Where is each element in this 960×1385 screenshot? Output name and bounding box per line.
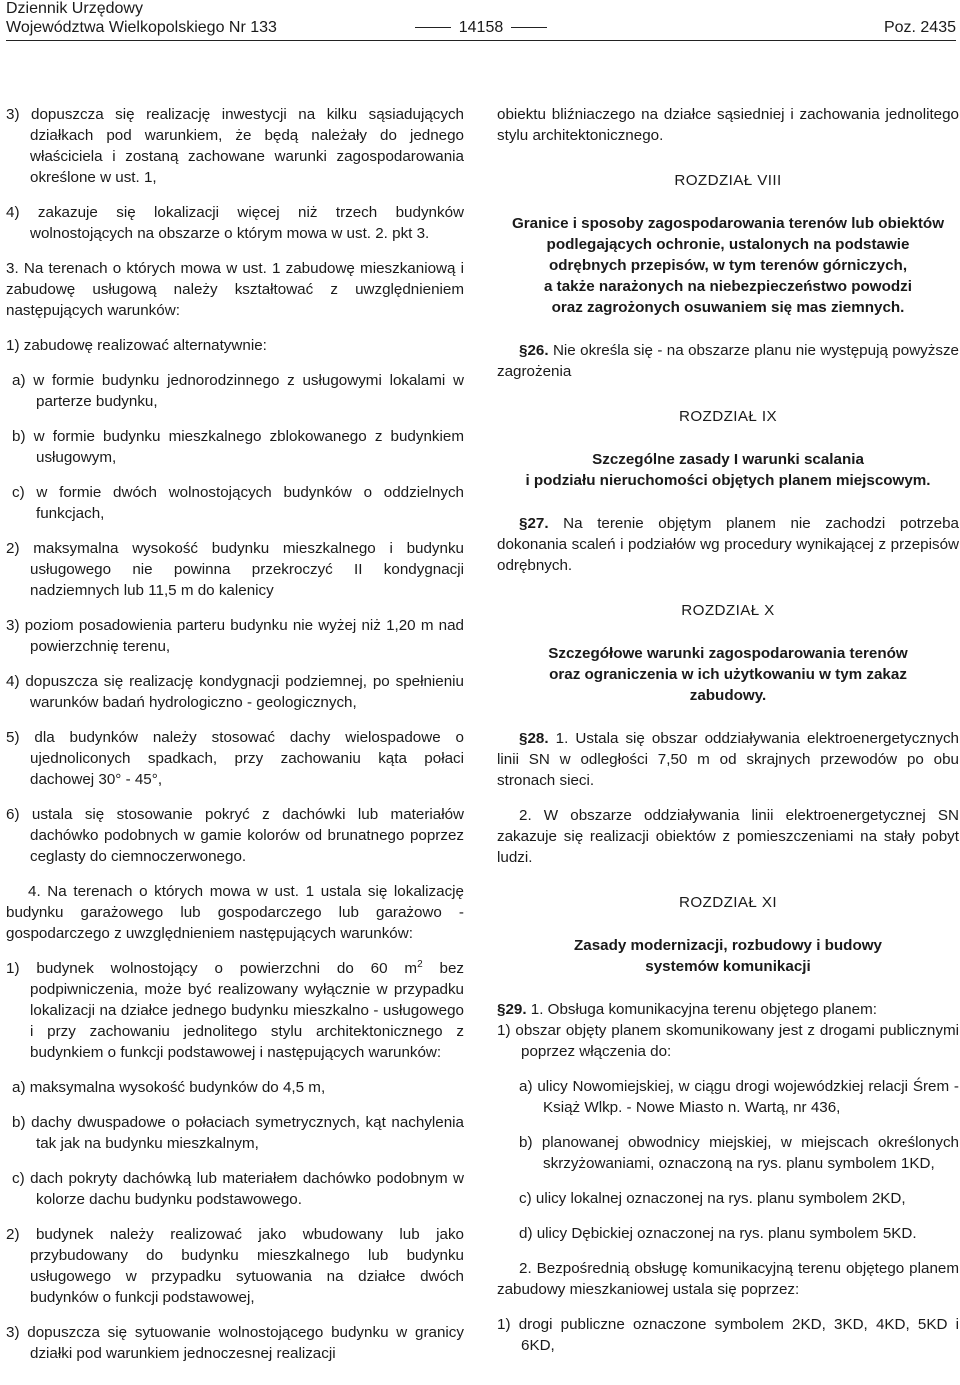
title-line: oraz ograniczenia w ich użytkowaniu w tym zakaz (549, 666, 907, 683)
list-item: 2) maksymalna wysokość budynku mieszkalnego i budynku usługowego nie powinna przekroczyć II kondygnacji nadziemnych lub 11,5 m do kalenicy (6, 540, 464, 599)
page-number-text: 14158 (458, 19, 504, 36)
text: Nie określa się - na obszarze planu nie występują powyższe zagrożenia (497, 342, 959, 380)
list-item: a) ulicy Nowomiejskiej, w ciągu drogi wojewódzkiej relacji Śrem - Książ Wlkp. - Nowe Miasto n. Wartą, nr 436, (519, 1078, 959, 1116)
title-line: Zasady modernizacji, rozbudowy i budowy (573, 937, 882, 954)
journal-issue: Województwa Wielkopolskiego Nr 133 (6, 19, 277, 36)
title-line: systemów komunikacji (645, 958, 811, 975)
chapter-title (497, 935, 959, 977)
text: 1. Ustala się obszar oddziaływania elektroenergetycznych linii SN w odległości 7,50 m od skrajnych przewodów po obu stronach sieci. (497, 730, 959, 789)
title-line: oraz zagrożonych osuwaniem się mas ziemnych. (551, 299, 905, 316)
chapter-heading: ROZDZIAŁ VIII (674, 172, 782, 189)
paragraph: 4) zakazuje się lokalizacji więcej niż trzech budynków wolnostojących na obszarze o którym mowa w ust. 2. pkt 3. (6, 204, 464, 242)
title-line: odrębnych przepisów, w tym terenów górniczych, (548, 257, 908, 274)
paragraph: 1) zabudowę realizować alternatywnie: (6, 337, 267, 354)
text: Na terenie objętym planem nie zachodzi potrzeba dokonania scaleń i podziałów wg procedury wynikającej z przepisów odrębnych. (497, 515, 959, 574)
title-line: i podziału nieruchomości objętych planem miejscowym. (525, 472, 931, 489)
paragraph: 2. W obszarze oddziaływania linii elektroenergetycznej SN zakazuje się realizacji obiektów z pomieszczeniami na stały pobyt ludzi. (497, 807, 959, 866)
list-item: 3) poziom posadowienia parteru budynku nie wyżej niż 1,20 m nad powierzchnię terenu, (6, 617, 464, 655)
dash-right (511, 27, 547, 28)
paragraph (497, 728, 959, 791)
paragraph: 4. Na terenach o których mowa w ust. 1 ustala się lokalizację budynku garażowego lub gospodarczego lub garażowo -gospodarczego z uwzględnieniem następujących warunków: (6, 883, 464, 942)
superscript: 2 (417, 958, 423, 970)
title-line: Szczegółowe warunki zagospodarowania terenów (548, 645, 908, 662)
chapter-title (497, 643, 959, 706)
chapter-heading: ROZDZIAŁ XI (678, 894, 778, 911)
list-item: 3) dopuszcza się sytuowanie wolnostojącego budynku w granicy działki pod warunkiem jednoczesnej realizacji (6, 1324, 464, 1362)
list-item: d) ulicy Dębickiej oznaczonej na rys. planu symbolem 5KD. (519, 1225, 917, 1242)
list-item: c) dach pokryty dachówką lub materiałem dachówko podobnym w kolorze dachu budynku podstawowego. (12, 1170, 464, 1208)
paragraph (497, 999, 959, 1020)
dash-left (415, 27, 451, 28)
right-column (497, 104, 959, 1356)
page-number (6, 19, 956, 37)
title-line: Granice i sposoby zagospodarowania terenów lub obiektów (511, 215, 945, 232)
list-item: 4) dopuszcza się realizację kondygnacji podziemnej, po spełnieniu warunków badań hydrologiczno - geologicznych, (6, 673, 464, 711)
list-item: c) ulicy lokalnej oznaczonej na rys. planu symbolem 2KD, (519, 1190, 906, 1207)
chapter-heading: ROZDZIAŁ IX (678, 408, 778, 425)
list-item: a) w formie budynku jednorodzinnego z usługowymi lokalami w parterze budynku, (12, 372, 464, 410)
paragraph (497, 513, 959, 576)
text: bez podpiwniczenia, może być realizowany wyłącznie w przypadku lokalizacji na działce jednego budynku mieszkalno - usługowego i przy zachowaniu jednolitego stylu architektonicznego z budynkiem o funkcji podstawowej i następujących warunków: (30, 960, 464, 1061)
position-number: Poz. 2435 (883, 19, 956, 36)
section-number: §28. (519, 730, 549, 747)
title-line: Szczególne zasady I warunki scalania (592, 451, 864, 468)
list-item: c) w formie dwóch wolnostojących budynków o oddzielnych funkcjach, (12, 484, 464, 522)
paragraph: obiektu bliźniaczego na działce sąsiedniej i zachowania jednolitego stylu architektonicznego. (497, 106, 959, 144)
chapter-title (497, 449, 959, 491)
list-item: a) maksymalna wysokość budynków do 4,5 m, (12, 1079, 326, 1096)
list-item (6, 958, 464, 1063)
title-line: a także narażonych na niebezpieczeństwo powodzi (544, 278, 912, 295)
paragraph: 2. Bezpośrednią obsługę komunikacyjną terenu objętego planem zabudowy mieszkaniowej ustala się poprzez: (497, 1260, 959, 1298)
paragraph (497, 340, 959, 382)
list-item: 2) budynek należy realizować jako wbudowany lub jako przybudowany do budynku mieszkalnego lub budynku usługowego w przypadku sytuowania na działce dwóch budynków o funkcji podstawowej, (6, 1226, 464, 1306)
section-number: §29. (497, 1001, 527, 1018)
list-item: 5) dla budynków należy stosować dachy wielospadowe o ujednoliconych spadkach, przy zachowaniu kąta połaci dachowej 30° - 45°, (6, 729, 464, 788)
list-item: 6) ustala się stosowanie pokryć z dachówki lub materiałów dachówko podobnych w gamie kolorów od brunatnego poprzez ceglasty do ciemnoczerwonego. (6, 806, 464, 865)
paragraph: 3. Na terenach o których mowa w ust. 1 zabudowę mieszkaniową i zabudowę usługową należy kształtować z uwzględnieniem następujących warunków: (6, 260, 464, 319)
left-column (6, 104, 464, 1364)
section-number: §27. (519, 515, 549, 532)
list-item: b) w formie budynku mieszkalnego zblokowanego z budynkiem usługowym, (12, 428, 464, 466)
page-header (6, 0, 956, 41)
list-item: b) planowanej obwodnicy miejskiej, w miejscach określonych skrzyżowaniami, oznaczoną na rys. planu symbolem 1KD, (519, 1134, 959, 1172)
title-line: zabudowy. (689, 687, 767, 704)
title-line: podlegających ochronie, ustalonych na podstawie (546, 236, 910, 253)
text: 1) budynek wolnostojący o powierzchni do 60 m (6, 960, 418, 977)
text: 1. Obsługa komunikacyjna terenu objętego planem: (526, 1001, 877, 1018)
chapter-title (497, 213, 959, 318)
paragraph: 3) dopuszcza się realizację inwestycji na kilku sąsiadujących działkach pod warunkiem, że będą należały do jednego właściciela i zostaną zachowane warunki zagospodarowania określone w ust. 1, (6, 106, 464, 186)
list-item: 1) obszar objęty planem skomunikowany jest z drogami publicznymi poprzez włączenia do: (497, 1022, 959, 1060)
chapter-heading: ROZDZIAŁ X (681, 602, 775, 619)
list-item: 1) drogi publiczne oznaczone symbolem 2KD, 3KD, 4KD, 5KD i 6KD, (497, 1316, 959, 1354)
list-item: b) dachy dwuspadowe o połaciach symetrycznych, kąt nachylenia tak jak na budynku mieszkalnym, (12, 1114, 464, 1152)
journal-title: Dziennik Urzędowy (6, 0, 143, 17)
section-number: §26. (519, 342, 549, 359)
